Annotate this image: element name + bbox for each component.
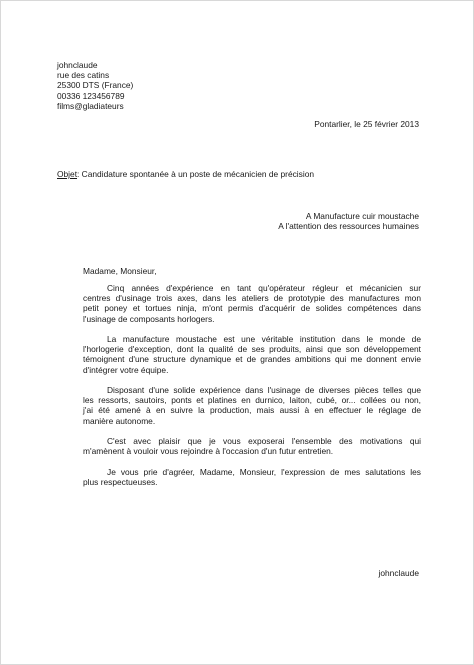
letter-date: Pontarlier, le 25 février 2013 <box>314 119 419 129</box>
paragraph-line: l'usinage de composants horlogers. <box>83 313 215 324</box>
letter-subject <box>57 169 314 179</box>
subject-text: : Candidature spontanée à un poste de mécanicien de précision <box>77 169 315 179</box>
letter-body <box>83 283 421 497</box>
recipient-department: A l'attention des ressources humaines <box>278 221 419 232</box>
paragraph-line: m'amènent à vouloir vous rejoindre à l'occasion d'un futur entretien. <box>83 446 334 457</box>
paragraph <box>83 283 421 324</box>
paragraph-line: La manufacture moustache est une véritable institution dans le monde de <box>107 334 421 344</box>
paragraph-line: Je vous prie d'agréer, Madame, Monsieur, l'expression de mes salutations les <box>107 466 421 477</box>
paragraph-line: C'est avec plaisir que je vous exposerai l'ensemble des motivations qui <box>107 436 421 446</box>
paragraph <box>83 436 421 456</box>
recipient-company: A Manufacture cuir moustache <box>305 211 419 221</box>
paragraph-line: centres d'usinage trois axes, dans les ateliers de prototypie des manufactures mon <box>83 293 421 304</box>
recipient-address <box>278 211 419 231</box>
paragraph-line: j'ai été amené à en suivre la production, mais aussi à en effectuer le réglage de <box>83 405 421 416</box>
paragraph-line: l'horlogerie d'exception, dont la qualité de ses produits, ainsi que son développement <box>83 344 421 355</box>
sender-phone: 00336 123456789 <box>57 90 125 101</box>
paragraph-line: Cinq années d'expérience en tant qu'opérateur régleur et mécanicien sur <box>107 283 421 293</box>
paragraph <box>83 385 421 426</box>
sender-email: films@gladiateurs <box>57 100 124 111</box>
sender-name: johnclaude <box>57 60 98 70</box>
paragraph-line: témoignent d'une structure dynamique et de grandes ambitions qui me donnent envie <box>83 354 421 365</box>
sender-street: rue des catins <box>57 70 110 81</box>
paragraph-line: Disposant d'une solide expérience dans l'usinage de diverses pièces telles que <box>107 385 421 395</box>
sender-city: 25300 DTS (France) <box>57 80 134 91</box>
signature: johnclaude <box>378 568 419 578</box>
paragraph <box>83 334 421 375</box>
salutation: Madame, Monsieur, <box>83 266 157 276</box>
subject-label: Objet <box>57 169 78 179</box>
paragraph-line: les ressorts, sautoirs, ponts et platines en durnico, laiton, cubé, or... collées ou non, <box>83 395 421 406</box>
paragraph-line: manière autonome. <box>83 415 156 426</box>
sender-address <box>57 60 237 111</box>
paragraph-line: petit poney et tortues ninja, m'ont permis d'acquérir de solides compétences dans <box>83 303 421 314</box>
paragraph-line: plus respectueuses. <box>83 476 158 487</box>
paragraph-line: d'intégrer votre équipe. <box>83 364 169 375</box>
paragraph <box>83 467 421 487</box>
